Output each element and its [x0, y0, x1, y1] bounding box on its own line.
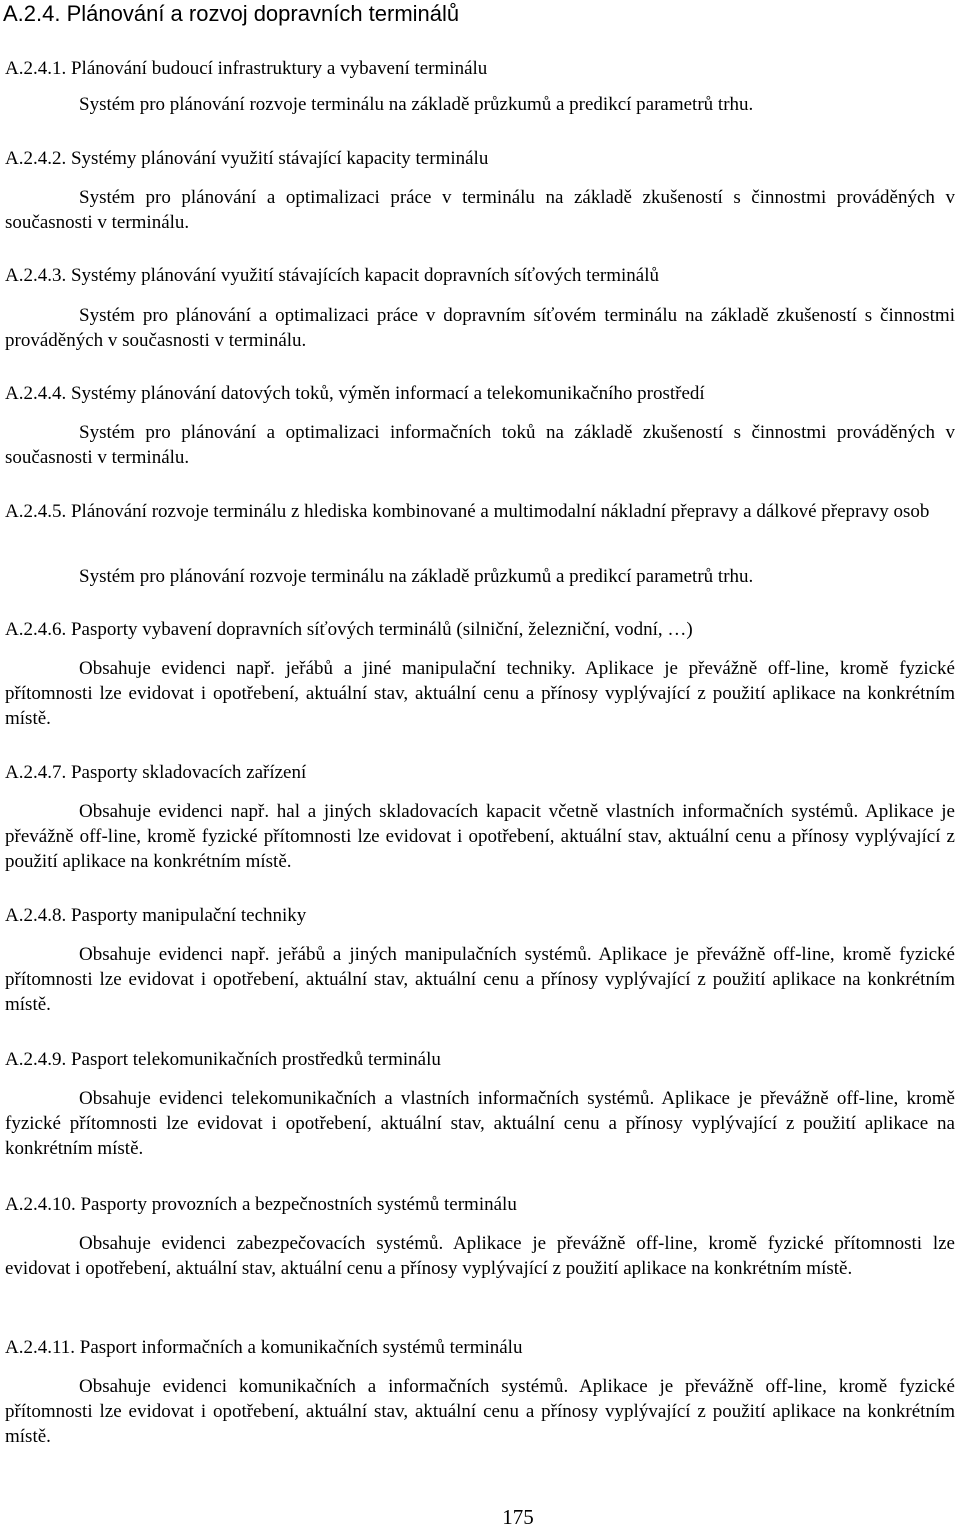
subsection-title: A.2.4.1. Plánování budoucí infrastruktury a vybavení terminálu [5, 58, 488, 79]
subsection-title: A.2.4.7. Pasporty skladovacích zařízení [5, 762, 307, 783]
subsection-title: A.2.4.5. Plánování rozvoje terminálu z hlediska kombinované a multimodalní nákladní přepravy a dálkové přepravy osob [5, 501, 930, 522]
subsection-title: A.2.4.8. Pasporty manipulační techniky [5, 905, 307, 926]
subsection-text: Systém pro plánování a optimalizaci informačních toků na základě zkušeností s činnostmi prováděných v současnosti v terminálu. [5, 422, 955, 468]
subsection-text: Obsahuje evidenci např. hal a jiných skladovacích kapacit včetně vlastních informačních systémů. Aplikace je převážně off-line, kromě fyzické přítomnosti lze evidovat i opotřebení, aktuální stav, aktuální cenu a přínosy vyplývající z použití aplikace na konkrétním místě. [5, 801, 955, 872]
subsection-text: Systém pro plánování rozvoje terminálu na základě průzkumů a predikcí parametrů trhu. [79, 94, 754, 115]
subsection-text: Obsahuje evidenci zabezpečovacích systémů. Aplikace je převážně off-line, kromě fyzické přítomnosti lze evidovat i opotřebení, aktuální stav, aktuální cenu a přínosy vyplývající z použití aplikace na konkrétním místě. [5, 1233, 955, 1279]
subsection-title: A.2.4.6. Pasporty vybavení dopravních síťových terminálů (silniční, železniční, vodní, …) [5, 619, 693, 640]
subsection-title: A.2.4.11. Pasport informačních a komunikačních systémů terminálu [5, 1337, 523, 1358]
subsection-text: Systém pro plánování a optimalizaci práce v dopravním síťovém terminálu na základě zkušeností s činnostmi prováděných v současnosti v terminálu. [5, 305, 955, 351]
subsection-text: Systém pro plánování rozvoje terminálu na základě průzkumů a predikcí parametrů trhu. [79, 566, 754, 587]
subsection-title: A.2.4.4. Systémy plánování datových toků, výměn informací a telekomunikačního prostředí [5, 383, 705, 404]
subsection-text: Obsahuje evidenci telekomunikačních a vlastních informačních systémů. Aplikace je převážně off-line, kromě fyzické přítomnosti lze evidovat i opotřebení, aktuální stav, aktuální cenu a přínosy vyplývající z použití aplikace na konkrétním místě. [5, 1088, 955, 1159]
subsection-title: A.2.4.10. Pasporty provozních a bezpečnostních systémů terminálu [5, 1194, 517, 1215]
subsection-text: Obsahuje evidenci např. jeřábů a jiných manipulačních systémů. Aplikace je převážně off-line, kromě fyzické přítomnosti lze evidovat i opotřebení, aktuální stav, aktuální cenu a přínosy vyplývající z použití aplikace na konkrétním místě. [5, 944, 955, 1015]
subsection-text: Obsahuje evidenci např. jeřábů a jiné manipulační techniky. Aplikace je převážně off-line, kromě fyzické přítomnosti lze evidovat i opotřebení, aktuální stav, aktuální cenu a přínosy vyplývající z použití aplikace na konkrétním místě. [5, 658, 955, 729]
page-number: 175 [502, 1505, 534, 1529]
subsection-text: Systém pro plánování a optimalizaci práce v terminálu na základě zkušeností s činnostmi prováděných v současnosti v terminálu. [5, 187, 955, 233]
subsection-title: A.2.4.2. Systémy plánování využití stávající kapacity terminálu [5, 148, 489, 169]
subsection-title: A.2.4.3. Systémy plánování využití stávajících kapacit dopravních síťových terminálů [5, 265, 659, 286]
subsection-title: A.2.4.9. Pasport telekomunikačních prostředků terminálu [5, 1049, 441, 1070]
section-heading: A.2.4. Plánování a rozvoj dopravních terminálů [3, 1, 460, 26]
subsection-text: Obsahuje evidenci komunikačních a informačních systémů. Aplikace je převážně off-line, kromě fyzické přítomnosti lze evidovat i opotřebení, aktuální stav, aktuální cenu a přínosy vyplývající z použití aplikace na konkrétním místě. [5, 1376, 955, 1447]
